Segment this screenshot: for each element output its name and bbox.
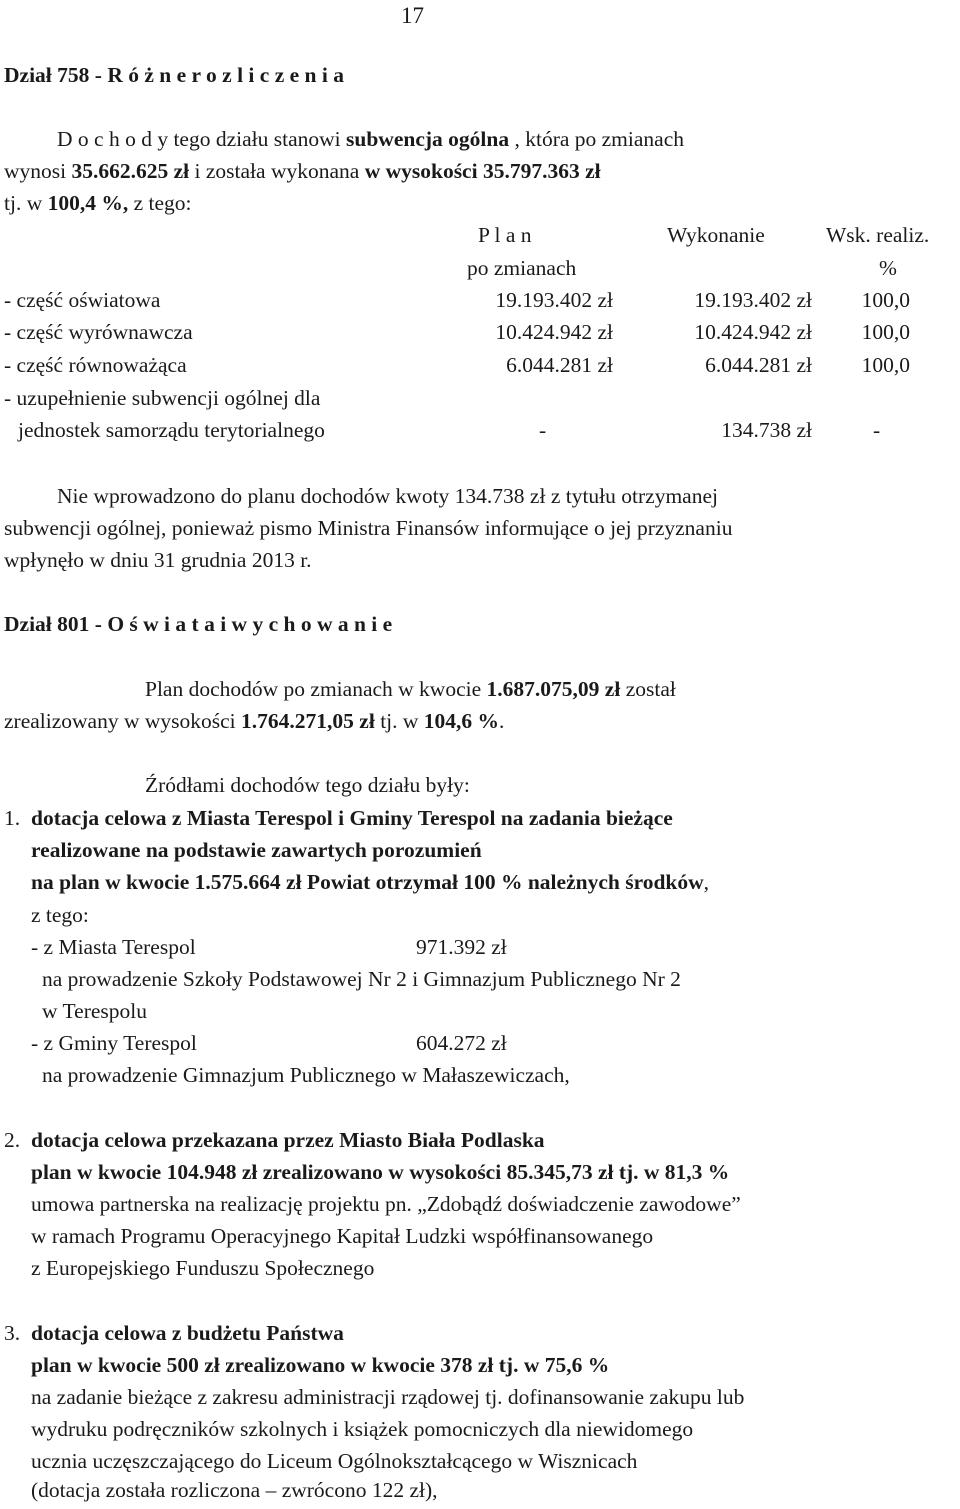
col-header-plan-sub: po zmianach — [467, 256, 577, 280]
plan-amount: 1.687.075,09 zł — [486, 677, 621, 701]
col-header-wykonanie: Wykonanie — [667, 223, 765, 247]
intro-plan-amount: 35.662.625 zł — [71, 159, 190, 183]
item1-line: realizowane na podstawie zawartych porozumień — [31, 838, 482, 862]
page-number: 17 — [401, 3, 424, 28]
item3-line: plan w kwocie 500 zł zrealizowano w kwocie 378 zł tj. w 75,6 % — [31, 1353, 610, 1377]
row-label: - część wyrównawcza — [4, 320, 193, 344]
item3-line: na zadanie bieżące z zakresu administracji rządowej tj. dofinansowanie zakupu lub — [31, 1385, 745, 1409]
item-number: 2. — [4, 1128, 21, 1152]
intro-text: i została wykonana — [189, 159, 365, 183]
item1-text: na plan w kwocie 1.575.664 zł Powiat otrzymał 100 % należnych środków — [31, 870, 704, 894]
row-wsk: 100,0 — [861, 353, 910, 377]
col-header-wsk: Wsk. realiz. — [826, 223, 930, 247]
plan-line-1 — [145, 677, 676, 703]
intro-subwencja: subwencja ogólna — [346, 127, 510, 151]
intro-text: z tego: — [128, 191, 192, 215]
row-wykonanie: 6.044.281 zł — [705, 353, 812, 377]
note-line: Nie wprowadzono do planu dochodów kwoty 134.738 zł z tytułu otrzymanej — [57, 484, 718, 508]
item1-source-desc: na prowadzenie Szkoły Podstawowej Nr 2 i Gimnazjum Publicznego Nr 2 — [42, 967, 681, 991]
section-801-heading-title: O ś w i a t a i w y c h o w a n i e — [107, 612, 393, 636]
note-line: wpłynęło w dniu 31 grudnia 2013 r. — [4, 548, 312, 572]
section-758-heading-prefix: Dział 758 - — [4, 63, 108, 87]
item2-line: dotacja celowa przekazana przez Miasto Biała Podlaska — [31, 1128, 545, 1152]
plan-text: zrealizowany w wysokości — [4, 709, 242, 733]
item2-line: z Europejskiego Funduszu Społecznego — [31, 1256, 375, 1280]
item1-source-desc: w Terespolu — [42, 999, 147, 1023]
intro-exec-amount: w wysokości 35.797.363 zł — [364, 159, 601, 183]
row-plan: - — [539, 418, 547, 442]
row-label: - część oświatowa — [4, 288, 161, 312]
section-758-heading-title: R ó ż n e r o z l i c z e n i a — [107, 63, 344, 87]
row-label: - część równoważąca — [4, 353, 187, 377]
item3-line: ucznia uczęszczającego do Liceum Ogólnokształcącego w Wisznicach — [31, 1449, 638, 1473]
plan-text: . — [499, 709, 505, 733]
plan-text: Plan dochodów po zmianach w kwocie — [145, 677, 487, 701]
row-wykonanie: 19.193.402 zł — [694, 288, 812, 312]
intro-line-3 — [4, 191, 192, 217]
item3-line: dotacja celowa z budżetu Państwa — [31, 1321, 344, 1345]
item1-source-amount: 604.272 zł — [416, 1031, 507, 1055]
intro-percent: 100,4 %, — [47, 191, 129, 215]
section-801-heading — [4, 612, 392, 638]
row-wsk: 100,0 — [861, 320, 910, 344]
exec-percent: 104,6 % — [423, 709, 500, 733]
row-plan: 6.044.281 zł — [506, 353, 613, 377]
item3-line: (dotacja została rozliczona – zwrócono 122 zł), — [31, 1478, 438, 1502]
row-wsk: 100,0 — [861, 288, 910, 312]
plan-line-2 — [4, 709, 504, 735]
item-number: 3. — [4, 1321, 21, 1345]
item2-line: umowa partnerska na realizację projektu pn. „Zdobądź doświadczenie zawodowe” — [31, 1192, 741, 1216]
item1-text: , — [703, 870, 710, 894]
row-wsk: - — [873, 418, 881, 442]
item1-source-amount: 971.392 zł — [416, 935, 507, 959]
intro-text: wynosi — [4, 159, 72, 183]
item1-line: dotacja celowa z Miasta Terespol i Gminy Terespol na zadania bieżące — [31, 806, 673, 830]
item1-line: z tego: — [31, 903, 89, 927]
note-line: subwencji ogólnej, ponieważ pismo Ministra Finansów informujące o jej przyznaniu — [4, 516, 733, 540]
col-header-plan: P l a n — [478, 223, 532, 247]
item1-source-label: - z Gminy Terespol — [31, 1031, 197, 1055]
item3-line: wydruku podręczników szkolnych i książek pomocniczych dla niewidomego — [31, 1417, 694, 1441]
col-header-wsk-sub: % — [879, 256, 897, 280]
item1-line — [31, 870, 709, 896]
row-wykonanie: 134.738 zł — [721, 418, 812, 442]
row-wykonanie: 10.424.942 zł — [694, 320, 812, 344]
item1-source-desc: na prowadzenie Gimnazjum Publicznego w Małaszewiczach, — [42, 1063, 570, 1087]
plan-text: został — [620, 677, 676, 701]
intro-text: D o c h o d y tego działu stanowi — [57, 127, 347, 151]
section-758-heading — [4, 63, 344, 89]
item2-line: plan w kwocie 104.948 zł zrealizowano w wysokości 85.345,73 zł tj. w 81,3 % — [31, 1160, 730, 1184]
row-plan: 19.193.402 zł — [495, 288, 613, 312]
row-label-cont: jednostek samorządu terytorialnego — [18, 418, 325, 442]
row-plan: 10.424.942 zł — [495, 320, 613, 344]
section-801-heading-prefix: Dział 801 - — [4, 612, 108, 636]
row-label: - uzupełnienie subwencji ogólnej dla — [4, 386, 321, 410]
item-number: 1. — [4, 806, 21, 830]
intro-text: tj. w — [4, 191, 48, 215]
sources-label: Źródłami dochodów tego działu były: — [145, 773, 470, 797]
intro-line-1 — [57, 127, 684, 153]
intro-line-2 — [4, 159, 601, 185]
plan-text: tj. w — [374, 709, 424, 733]
intro-text: , która po zmianach — [509, 127, 685, 151]
item2-line: w ramach Programu Operacyjnego Kapitał Ludzki współfinansowanego — [31, 1224, 654, 1248]
item1-source-label: - z Miasta Terespol — [31, 935, 196, 959]
exec-amount: 1.764.271,05 zł — [241, 709, 375, 733]
